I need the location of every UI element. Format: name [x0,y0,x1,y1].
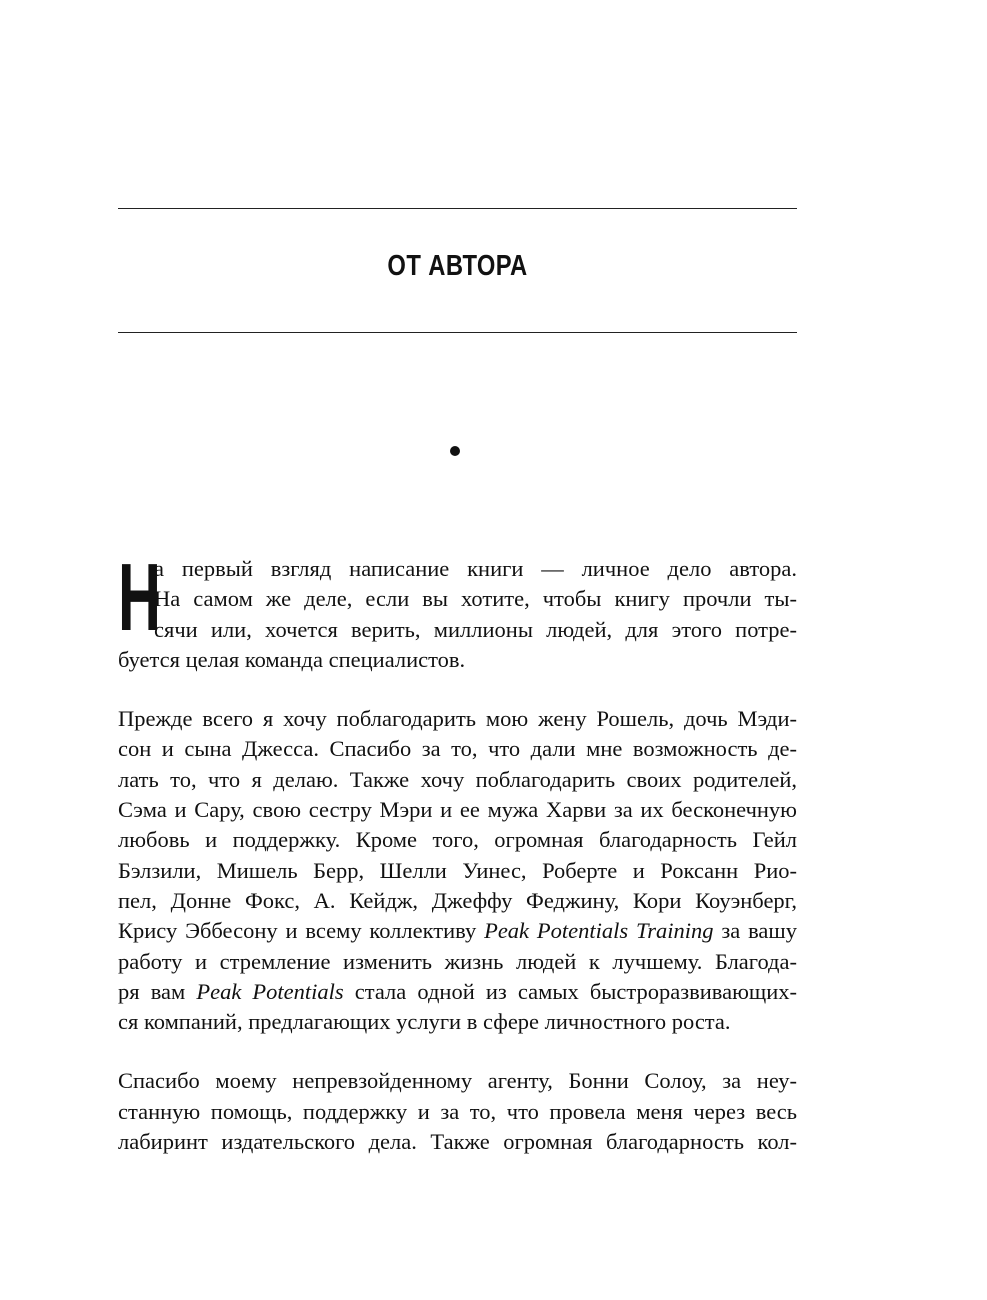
text-line: Спасибо моему непревзойденному агенту, Бонни Солоу, за неу- [118,1068,797,1094]
text-line: сячи или, хочется верить, миллионы людей, для этого потре- [154,616,797,642]
chapter-title: ОТ АВТОРА [387,250,528,282]
bottom-rule [118,332,797,333]
text-line: пел, Донне Фокс, А. Кейдж, Джеффу Феджину, Кори Коуэнберг, [118,887,797,913]
top-rule [118,208,797,209]
text-line: На самом же деле, если вы хотите, чтобы книгу прочли ты- [154,586,797,612]
text-line: работу и стремление изменить жизнь людей к лучшему. Благода- [118,948,797,974]
italic-title: Peak Potentials [196,978,344,1004]
paragraph-3 [118,1066,797,1157]
text-line: Сэма и Сару, свою сестру Мэри и ее мужа Харви за их бесконечную [118,797,797,823]
text-line: Прежде всего я хочу поблагодарить мою жену Рошель, дочь Мэди- [118,706,797,732]
body-text [118,544,797,1186]
text-line: ся компаний, предлагающих услуги в сфере личностного роста. [118,1009,731,1035]
text-line: лабиринт издательского дела. Также огромная благодарность кол- [118,1129,797,1155]
drop-cap: Н [118,544,161,651]
text-line: Бэлзили, Мишель Берр, Шелли Уинес, Роберте и Роксанн Рио- [118,857,797,883]
text-line: любовь и поддержку. Кроме того, огромная благодарность Гейл [118,827,797,853]
text-line: буется целая команда специалистов. [118,646,466,672]
text-line: лать то, что я делаю. Также хочу поблагодарить своих родителей, [118,766,797,792]
paragraph-2 [118,704,797,1037]
text-line: а первый взгляд написание книги — личное дело автора. [154,556,797,581]
italic-title: Peak Potentials Training [484,918,714,944]
text-line: Крису Эббесону и всему коллективу Peak Potentials Training за вашу [118,918,797,944]
ornament-bullet [450,446,460,456]
text-line: станную помощь, поддержку и за то, что провела меня через весь [118,1098,797,1124]
paragraph-1 [118,544,797,675]
text-line: сон и сына Джесса. Спасибо за то, что дали мне возможность де- [118,736,797,762]
text-line: ря вам Peak Potentials стала одной из самых быстроразвивающих- [118,978,797,1004]
